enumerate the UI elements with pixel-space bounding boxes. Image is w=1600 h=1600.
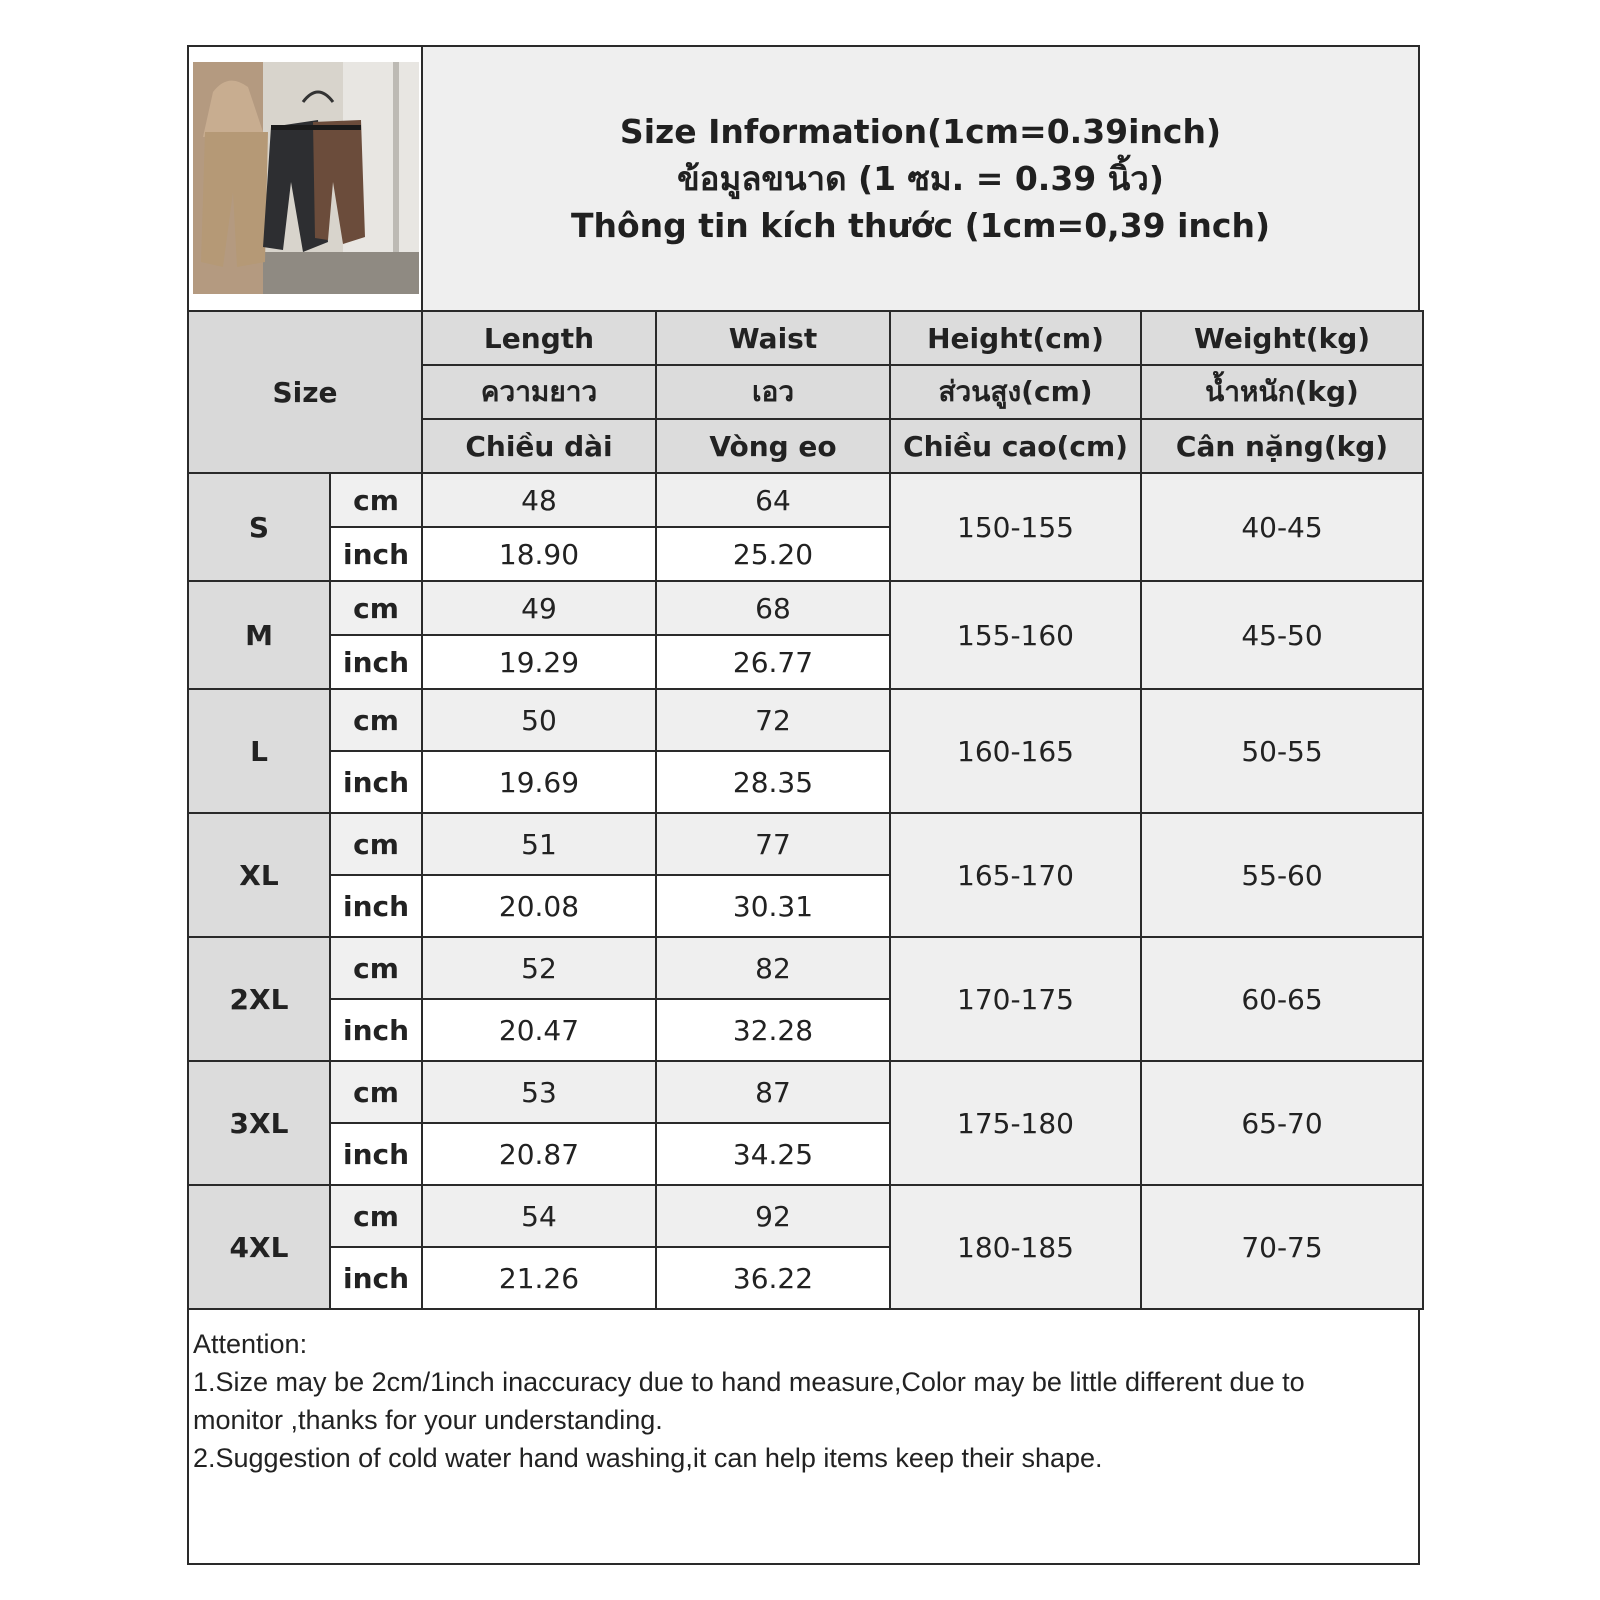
title-vietnamese: Thông tin kích thước (1cm=0,39 inch) (570, 206, 1271, 245)
length-inch: 19.69 (422, 751, 656, 813)
product-photo-image (193, 62, 419, 294)
header-length-th: ความยาว (422, 365, 656, 419)
waist-cm: 68 (656, 581, 890, 635)
title-thai: ข้อมูลขนาด (1 ซม. = 0.39 นิ้ว) (677, 159, 1164, 198)
attention-note-2: 2.Suggestion of cold water hand washing,it can help items keep their shape. (193, 1443, 1103, 1473)
size-4xl: 4XL (188, 1185, 330, 1309)
waist-inch: 36.22 (656, 1247, 890, 1309)
weight-range: 70-75 (1141, 1185, 1423, 1309)
header-waist-en: Waist (656, 311, 890, 365)
length-cm: 54 (422, 1185, 656, 1247)
title-english: Size Information(1cm=0.39inch) (619, 112, 1222, 151)
length-cm: 50 (422, 689, 656, 751)
size-chart-sheet (187, 45, 1420, 1565)
size-3xl: 3XL (188, 1061, 330, 1185)
height-range: 170-175 (890, 937, 1141, 1061)
height-range: 180-185 (890, 1185, 1141, 1309)
unit-inch: inch (330, 1247, 422, 1309)
waist-cm: 64 (656, 473, 890, 527)
length-inch: 20.08 (422, 875, 656, 937)
size-information-title (423, 47, 1418, 312)
unit-cm: cm (330, 937, 422, 999)
header-height-th: ส่วนสูง(cm) (890, 365, 1141, 419)
header-length-vi: Chiều dài (422, 419, 656, 473)
size-xl: XL (188, 813, 330, 937)
length-cm: 51 (422, 813, 656, 875)
attention-note-1: 1.Size may be 2cm/1inch inaccuracy due to hand measure,Color may be little different due to monitor ,thanks for your understanding. (193, 1367, 1305, 1435)
height-range: 175-180 (890, 1061, 1141, 1185)
weight-range: 50-55 (1141, 689, 1423, 813)
waist-inch: 28.35 (656, 751, 890, 813)
product-photo (189, 47, 423, 312)
height-range: 155-160 (890, 581, 1141, 689)
unit-cm: cm (330, 473, 422, 527)
header-weight-vi: Cân nặng(kg) (1141, 419, 1423, 473)
header-weight-th: น้ำหนัก(kg) (1141, 365, 1423, 419)
waist-inch: 30.31 (656, 875, 890, 937)
unit-cm: cm (330, 813, 422, 875)
length-cm: 52 (422, 937, 656, 999)
height-range: 160-165 (890, 689, 1141, 813)
size-s: S (188, 473, 330, 581)
unit-cm: cm (330, 581, 422, 635)
waist-cm: 72 (656, 689, 890, 751)
length-inch: 21.26 (422, 1247, 656, 1309)
waist-cm: 77 (656, 813, 890, 875)
waist-cm: 82 (656, 937, 890, 999)
unit-inch: inch (330, 1123, 422, 1185)
weight-range: 40-45 (1141, 473, 1423, 581)
waist-inch: 26.77 (656, 635, 890, 689)
size-header: Size (188, 311, 422, 473)
header-waist-th: เอว (656, 365, 890, 419)
attention-heading: Attention: (193, 1329, 308, 1359)
unit-cm: cm (330, 1061, 422, 1123)
length-inch: 18.90 (422, 527, 656, 581)
header-height-en: Height(cm) (890, 311, 1141, 365)
attention-notes (193, 1325, 1398, 1477)
length-cm: 53 (422, 1061, 656, 1123)
unit-inch: inch (330, 635, 422, 689)
unit-inch: inch (330, 875, 422, 937)
length-inch: 20.87 (422, 1123, 656, 1185)
length-inch: 20.47 (422, 999, 656, 1061)
height-range: 165-170 (890, 813, 1141, 937)
header-weight-en: Weight(kg) (1141, 311, 1423, 365)
size-2xl: 2XL (188, 937, 330, 1061)
header-height-vi: Chiều cao(cm) (890, 419, 1141, 473)
waist-cm: 87 (656, 1061, 890, 1123)
weight-range: 55-60 (1141, 813, 1423, 937)
unit-cm: cm (330, 689, 422, 751)
waist-inch: 32.28 (656, 999, 890, 1061)
height-range: 150-155 (890, 473, 1141, 581)
length-cm: 48 (422, 473, 656, 527)
weight-range: 65-70 (1141, 1061, 1423, 1185)
unit-inch: inch (330, 527, 422, 581)
size-l: L (188, 689, 330, 813)
weight-range: 45-50 (1141, 581, 1423, 689)
unit-inch: inch (330, 999, 422, 1061)
waist-cm: 92 (656, 1185, 890, 1247)
waist-inch: 25.20 (656, 527, 890, 581)
size-m: M (188, 581, 330, 689)
header-length-en: Length (422, 311, 656, 365)
header-waist-vi: Vòng eo (656, 419, 890, 473)
waist-inch: 34.25 (656, 1123, 890, 1185)
length-inch: 19.29 (422, 635, 656, 689)
unit-inch: inch (330, 751, 422, 813)
size-table (187, 310, 1424, 1310)
weight-range: 60-65 (1141, 937, 1423, 1061)
unit-cm: cm (330, 1185, 422, 1247)
length-cm: 49 (422, 581, 656, 635)
